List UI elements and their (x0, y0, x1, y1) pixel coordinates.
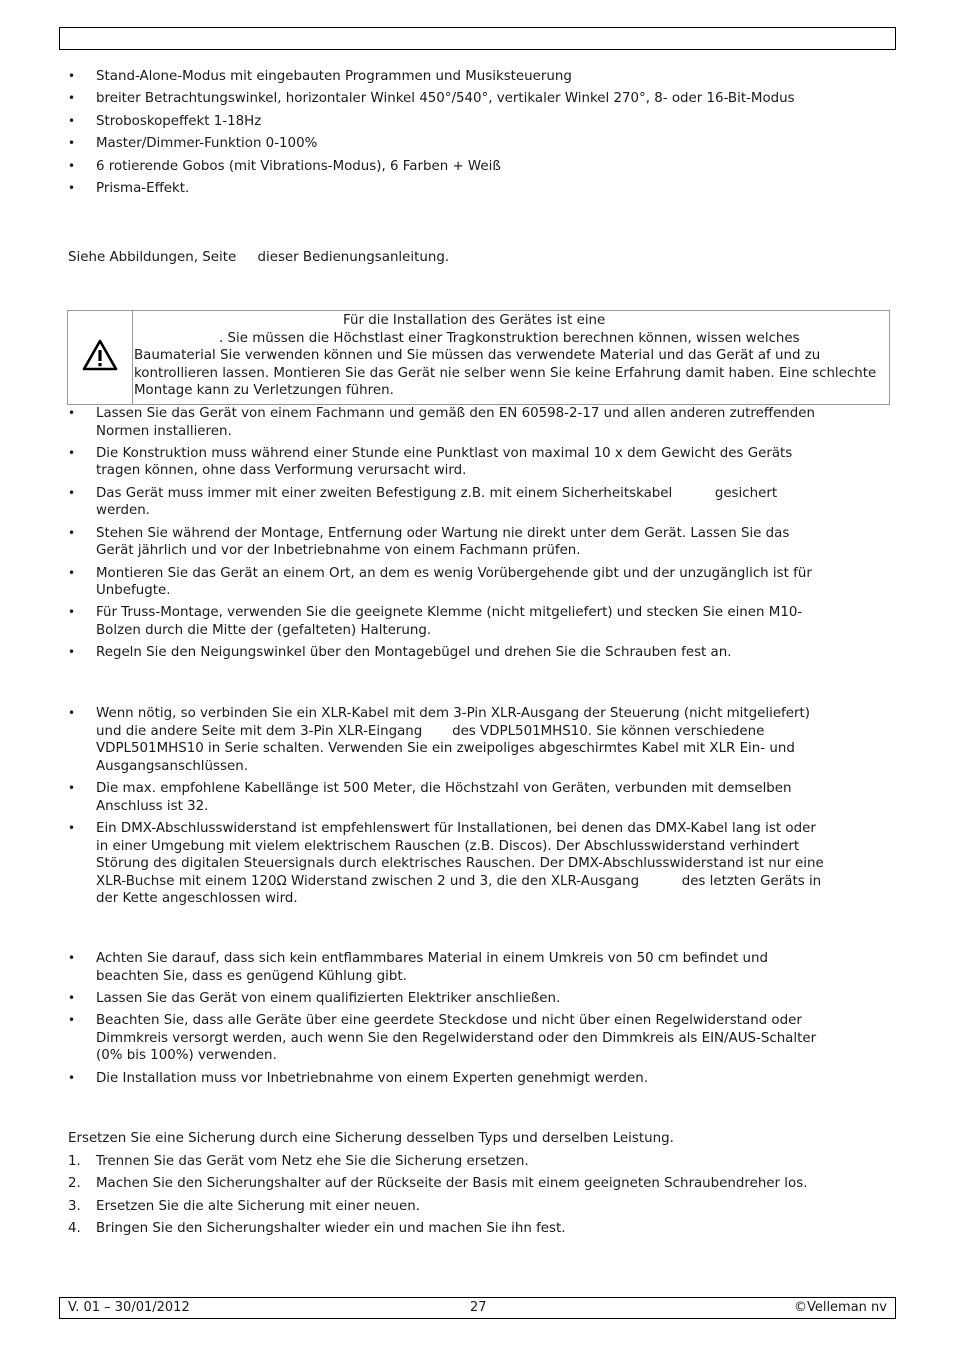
list-item: • Wenn nötig, so verbinden Sie ein XLR-Kabel mit dem 3-Pin XLR-Ausgang der Steuerung (nicht mitgeliefert) und die andere Seite mit dem 3-Pin XLR-Eingang des VDPL501MHS10. Sie können verschiedene VDPL501MHS10 in Serie schalten. Verwenden Sie ein zweipoliges abgeschirmtes Kabel mit XLR Ein- und Ausgangsanschlüssen. (68, 705, 888, 775)
list-item: • Für Truss-Montage, verwenden Sie die geeignete Klemme (nicht mitgeliefert) und stecken Sie einen M10- Bolzen durch die Mitte der (gefalteten) Halterung. (68, 604, 888, 639)
list-item: • Beachten Sie, dass alle Geräte über eine geerdete Steckdose und nicht über einen Regelwiderstand oder Dimmkreis versorgt werden, auch wenn Sie den Regelwiderstand oder den Dimmkreis als EIN/AUS-Schalter (0% bis 100%) verwenden. (68, 1012, 888, 1065)
mounting-list (68, 405, 888, 667)
list-item: 4. Bringen Sie den Sicherungshalter wieder ein und machen Sie ihn fest. (68, 1220, 566, 1236)
list-item: 2. Machen Sie den Sicherungshalter auf der Rückseite der Basis mit einem geeigneten Schraubendreher los. (68, 1176, 808, 1192)
footer-version: V. 01 – 30/01/2012 (68, 1300, 190, 1315)
fuse-intro: Ersetzen Sie eine Sicherung durch eine Sicherung desselben Typs und derselben Leistung. (68, 1131, 674, 1146)
list-item: • Stroboskopeffekt 1-18Hz (68, 113, 888, 131)
warning-triangle-icon (82, 339, 118, 371)
list-item: • Achten Sie darauf, dass sich kein entflammbares Material in einem Umkreis von 50 cm befindet und beachten Sie, dass es genügend Kühlung gibt. (68, 950, 888, 985)
warning-line-1: Für die Installation des Gerätes ist eine (343, 313, 606, 328)
page-footer (59, 1297, 896, 1319)
electric-list (68, 950, 888, 1092)
warning-rest: Baumaterial Sie verwenden können und Sie müssen das verwendete Material und das Gerät af und zu kontrollieren lassen. Montieren Sie das Gerät nie selber wenn Sie keine Erfahrung damit haben. Eine schlechte Montage kann zu Verletzungen führen. (134, 348, 877, 399)
list-item: • Die Konstruktion muss während einer Stunde eine Punktlast von maximal 10 x dem Gewicht des Geräts tragen können, ohne dass Verformung verursacht wird. (68, 445, 888, 480)
list-item: • Das Gerät muss immer mit einer zweiten Befestigung z.B. mit einem Sicherheitskabel gesichert werden. (68, 485, 888, 520)
list-item: • Ein DMX-Abschlusswiderstand ist empfehlenswert für Installationen, bei denen das DMX-Kabel lang ist oder in einer Umgebung mit vielem elektrischem Rauschen (z.B. Discos). Der Abschlusswiderstand verhindert Störung des digitalen Steuersignals durch elektrisches Rauschen. Der DMX-Abschlusswiderstand ist nur eine XLR-Buchse mit einem 120Ω Widerstand zwischen 2 und 3, die den XLR-Ausgang des letzten Geräts in der Kette angeschlossen wird. (68, 820, 888, 908)
warning-icon-cell (68, 311, 133, 404)
list-item: 1. Trennen Sie das Gerät vom Netz ehe Sie die Sicherung ersetzen. (68, 1154, 529, 1169)
list-item: 3. Ersetzen Sie die alte Sicherung mit einer neuen. (68, 1198, 420, 1214)
page-header-box (59, 27, 896, 50)
warning-text (134, 312, 886, 400)
warning-line-2: . Sie müssen die Höchstlast einer Tragkonstruktion berechnen können, wissen welches (219, 330, 800, 346)
list-item: • Prisma-Effekt. (68, 180, 888, 198)
list-item: • Lassen Sie das Gerät von einem Fachmann und gemäß den EN 60598-2-17 und allen anderen zutreffenden Normen installieren. (68, 405, 888, 440)
list-item: • 6 rotierende Gobos (mit Vibrations-Modus), 6 Farben + Weiß (68, 158, 888, 176)
features-list (68, 68, 888, 202)
list-item: • Die max. empfohlene Kabellänge ist 500 Meter, die Höchstzahl von Geräten, verbunden mit demselben Anschluss ist 32. (68, 780, 888, 815)
overview-paragraph: Siehe Abbildungen, Seite dieser Bedienungsanleitung. (68, 250, 450, 265)
list-item: • Die Installation muss vor Inbetriebnahme von einem Experten genehmigt werden. (68, 1070, 888, 1088)
list-item: • Stehen Sie während der Montage, Entfernung oder Wartung nie direkt unter dem Gerät. Lassen Sie das Gerät jährlich und vor der Inbetriebnahme von einem Fachmann prüfen. (68, 525, 888, 560)
list-item: • Lassen Sie das Gerät von einem qualifizierten Elektriker anschließen. (68, 990, 888, 1008)
warning-box (67, 310, 890, 405)
list-item: • Stand-Alone-Modus mit eingebauten Programmen und Musiksteuerung (68, 68, 888, 86)
fuse-steps-list (68, 1153, 888, 1242)
dmx-list (68, 705, 888, 913)
list-item: • Regeln Sie den Neigungswinkel über den Montagebügel und drehen Sie die Schrauben fest an. (68, 644, 888, 662)
footer-copyright: ©Velleman nv (793, 1300, 887, 1315)
list-item: • Master/Dimmer-Funktion 0-100% (68, 135, 888, 153)
list-item: • breiter Betrachtungswinkel, horizontaler Winkel 450°/540°, vertikaler Winkel 270°, 8- oder 16-Bit-Modus (68, 90, 888, 108)
list-item: • Montieren Sie das Gerät an einem Ort, an dem es wenig Vorübergehende gibt und der unzugänglich ist für Unbefugte. (68, 565, 888, 600)
footer-page-number: 27 (470, 1300, 487, 1315)
